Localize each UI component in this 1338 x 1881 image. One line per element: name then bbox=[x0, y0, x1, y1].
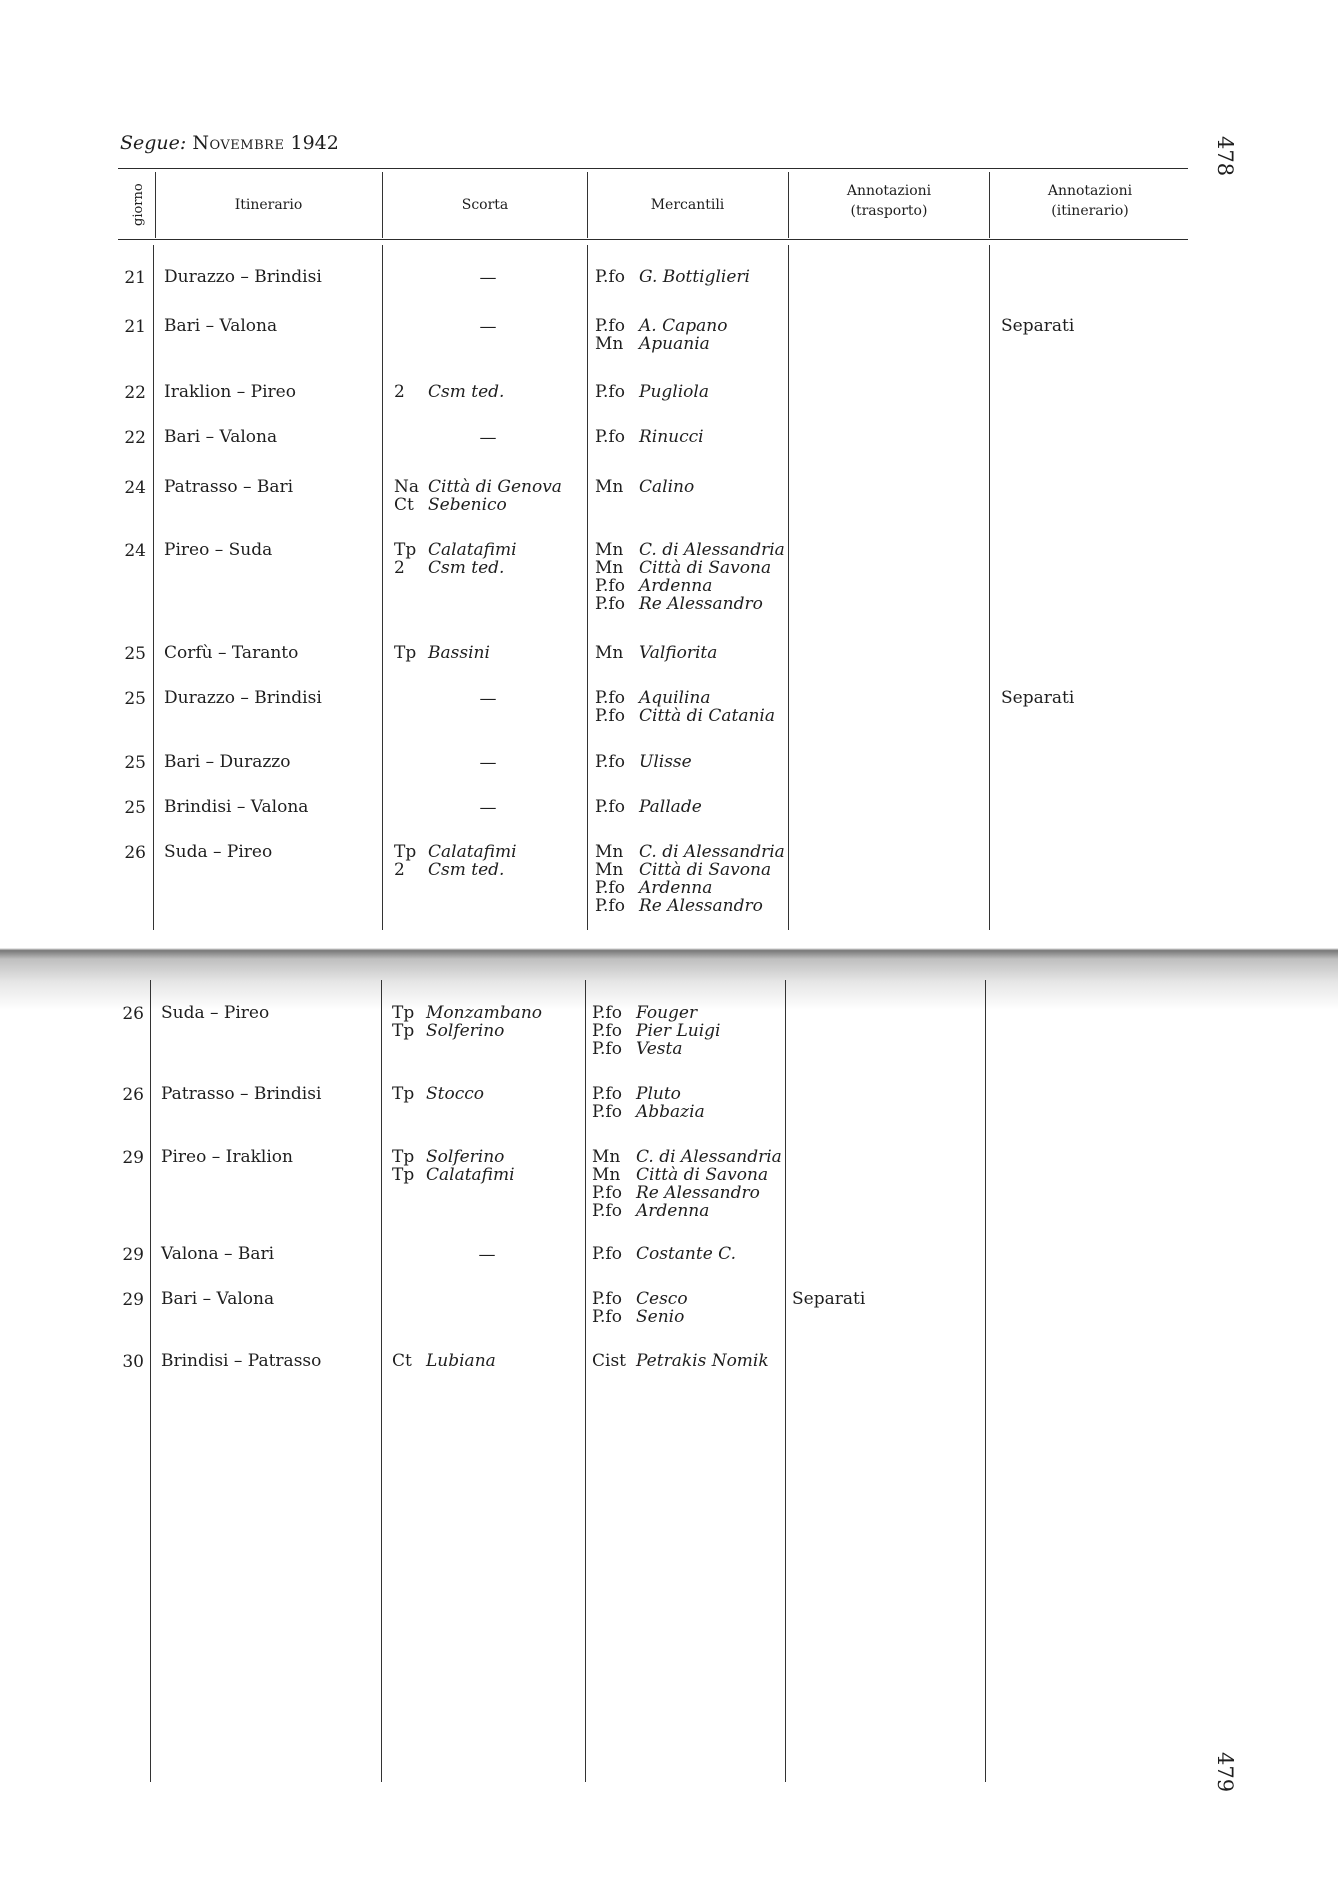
merchant-type: Mn bbox=[595, 842, 624, 862]
route: Suda – Pireo bbox=[161, 1003, 270, 1023]
table-header-rule bbox=[118, 239, 1188, 240]
merchant-name: Aquilina bbox=[639, 688, 711, 708]
day-number: 21 bbox=[124, 317, 146, 337]
route: Brindisi – Valona bbox=[164, 797, 309, 817]
merchant-type: P.fo bbox=[592, 1289, 622, 1309]
escort-name: Calatafimi bbox=[428, 842, 517, 862]
col-rule bbox=[382, 172, 383, 238]
escort-name: Lubiana bbox=[426, 1351, 496, 1371]
column-header-scorta: Scorta bbox=[461, 197, 509, 213]
merchant-name: C. di Alessandria bbox=[639, 540, 785, 560]
merchant-type: P.fo bbox=[592, 1307, 622, 1327]
page-number-top: 478 bbox=[1213, 136, 1237, 177]
merchant-type: P.fo bbox=[595, 316, 625, 336]
escort-type: Tp bbox=[392, 1165, 415, 1185]
route: Pireo – Iraklion bbox=[161, 1147, 293, 1167]
merchant-name: Pluto bbox=[636, 1084, 681, 1104]
escort-name: Solferino bbox=[426, 1021, 505, 1041]
merchant-name: Vesta bbox=[636, 1039, 683, 1059]
merchant-type: Mn bbox=[595, 334, 624, 354]
col-rule bbox=[150, 980, 151, 1782]
merchant-name: Ardenna bbox=[639, 878, 713, 898]
running-head-month: Novembre bbox=[192, 132, 285, 154]
col-rule bbox=[587, 172, 588, 238]
day-number: 30 bbox=[122, 1352, 144, 1372]
col-rule bbox=[382, 245, 383, 930]
day-number: 25 bbox=[124, 753, 146, 773]
merchant-type: P.fo bbox=[592, 1003, 622, 1023]
merchant-type: Mn bbox=[595, 643, 624, 663]
merchant-type: P.fo bbox=[595, 382, 625, 402]
route: Durazzo – Brindisi bbox=[164, 267, 322, 287]
merchant-type: P.fo bbox=[592, 1244, 622, 1264]
route: Iraklion – Pireo bbox=[164, 382, 296, 402]
column-header-mercantili: Mercantili bbox=[650, 197, 725, 213]
merchant-name: Ulisse bbox=[639, 752, 692, 772]
merchant-name: Città di Savona bbox=[636, 1165, 769, 1185]
col-rule bbox=[153, 245, 154, 930]
col-rule bbox=[989, 172, 990, 238]
column-header-giorno: giorno bbox=[131, 183, 146, 226]
route: Brindisi – Patrasso bbox=[161, 1351, 322, 1371]
day-number: 25 bbox=[124, 798, 146, 818]
column-header-annotazioni-trasporto bbox=[789, 181, 989, 221]
merchant-name: Valfiorita bbox=[639, 643, 718, 663]
annot-itinerario-line2: (itinerario) bbox=[1051, 203, 1129, 219]
annot-trasporto-line1: Annotazioni bbox=[846, 183, 932, 199]
merchant-type: P.fo bbox=[595, 267, 625, 287]
escort-type: Ct bbox=[394, 495, 414, 515]
annotation-itinerario: Separati bbox=[1001, 688, 1075, 708]
route: Patrasso – Bari bbox=[164, 477, 294, 497]
escort-type: Tp bbox=[394, 842, 417, 862]
merchant-name: C. di Alessandria bbox=[639, 842, 785, 862]
merchant-name: Re Alessandro bbox=[639, 594, 763, 614]
escort-type: Tp bbox=[392, 1084, 415, 1104]
merchant-name: Cesco bbox=[636, 1289, 688, 1309]
escort-none: — bbox=[479, 428, 497, 448]
merchant-type: P.fo bbox=[595, 706, 625, 726]
merchant-name: A. Capano bbox=[639, 316, 728, 336]
merchant-name: Re Alessandro bbox=[639, 896, 763, 916]
route: Durazzo – Brindisi bbox=[164, 688, 322, 708]
day-number: 25 bbox=[124, 644, 146, 664]
merchant-name: Calino bbox=[639, 477, 695, 497]
escort-type: Tp bbox=[394, 643, 417, 663]
day-number: 21 bbox=[124, 268, 146, 288]
day-number: 29 bbox=[122, 1148, 144, 1168]
escort-name: Csm ted. bbox=[428, 558, 505, 578]
day-number: 26 bbox=[122, 1004, 144, 1024]
day-number: 29 bbox=[122, 1245, 144, 1265]
escort-name: Bassini bbox=[428, 643, 490, 663]
table-top-rule bbox=[118, 168, 1188, 169]
merchant-type: P.fo bbox=[592, 1084, 622, 1104]
merchant-type: Mn bbox=[595, 540, 624, 560]
running-head-lead: Segue: bbox=[120, 132, 187, 154]
route: Bari – Durazzo bbox=[164, 752, 291, 772]
col-rule bbox=[585, 980, 586, 1782]
merchant-name: Apuania bbox=[639, 334, 710, 354]
merchant-type: P.fo bbox=[595, 878, 625, 898]
escort-name: Sebenico bbox=[428, 495, 507, 515]
col-rule bbox=[587, 245, 588, 930]
merchant-type: P.fo bbox=[595, 688, 625, 708]
route: Corfù – Taranto bbox=[164, 643, 299, 663]
escort-none: — bbox=[478, 1245, 496, 1265]
merchant-type: P.fo bbox=[595, 752, 625, 772]
merchant-name: Rinucci bbox=[639, 427, 704, 447]
col-rule bbox=[788, 172, 789, 238]
merchant-name: C. di Alessandria bbox=[636, 1147, 782, 1167]
merchant-type: P.fo bbox=[595, 896, 625, 916]
merchant-type: Mn bbox=[592, 1147, 621, 1167]
merchant-type: P.fo bbox=[595, 427, 625, 447]
merchant-name: Città di Catania bbox=[639, 706, 775, 726]
merchant-type: P.fo bbox=[592, 1039, 622, 1059]
merchant-name: Pallade bbox=[639, 797, 702, 817]
merchant-name: Pugliola bbox=[639, 382, 709, 402]
escort-type: Ct bbox=[392, 1351, 412, 1371]
annotation-trasporto: Separati bbox=[792, 1289, 866, 1309]
escort-name: Monzambano bbox=[426, 1003, 543, 1023]
route: Pireo – Suda bbox=[164, 540, 273, 560]
escort-name: Stocco bbox=[426, 1084, 484, 1104]
merchant-type: P.fo bbox=[595, 797, 625, 817]
day-number: 25 bbox=[124, 689, 146, 709]
col-rule bbox=[788, 245, 789, 930]
day-number: 29 bbox=[122, 1290, 144, 1310]
escort-none: — bbox=[479, 317, 497, 337]
merchant-type: Mn bbox=[595, 558, 624, 578]
merchant-name: Petrakis Nomik bbox=[636, 1351, 769, 1371]
escort-type: Tp bbox=[392, 1021, 415, 1041]
day-number: 24 bbox=[124, 478, 146, 498]
merchant-type: P.fo bbox=[592, 1183, 622, 1203]
column-header-annotazioni-itinerario bbox=[990, 181, 1190, 221]
col-rule bbox=[381, 980, 382, 1782]
page-fold-shadow bbox=[0, 948, 1338, 1010]
route: Bari – Valona bbox=[164, 316, 278, 336]
merchant-name: Re Alessandro bbox=[636, 1183, 760, 1203]
escort-none: — bbox=[479, 753, 497, 773]
escort-name: Csm ted. bbox=[428, 860, 505, 880]
annot-trasporto-line2: (trasporto) bbox=[850, 203, 928, 219]
merchant-name: Città di Savona bbox=[639, 558, 772, 578]
page-number-bottom: 479 bbox=[1213, 1752, 1237, 1793]
merchant-name: Fouger bbox=[636, 1003, 698, 1023]
route: Patrasso – Brindisi bbox=[161, 1084, 322, 1104]
merchant-type: P.fo bbox=[592, 1201, 622, 1221]
escort-name: Calatafimi bbox=[426, 1165, 515, 1185]
merchant-name: Città di Savona bbox=[639, 860, 772, 880]
day-number: 26 bbox=[122, 1085, 144, 1105]
merchant-name: G. Bottiglieri bbox=[639, 267, 750, 287]
route: Bari – Valona bbox=[164, 427, 278, 447]
merchant-type: Cist bbox=[592, 1351, 626, 1371]
day-number: 22 bbox=[124, 428, 146, 448]
escort-name: Solferino bbox=[426, 1147, 505, 1167]
day-number: 26 bbox=[124, 843, 146, 863]
running-head bbox=[120, 132, 339, 154]
merchant-type: P.fo bbox=[595, 576, 625, 596]
escort-type: 2 bbox=[394, 558, 405, 578]
escort-name: Csm ted. bbox=[428, 382, 505, 402]
escort-type: Tp bbox=[392, 1003, 415, 1023]
column-header-itinerario: Itinerario bbox=[234, 197, 303, 213]
merchant-type: P.fo bbox=[592, 1102, 622, 1122]
merchant-name: Costante C. bbox=[636, 1244, 736, 1264]
escort-none: — bbox=[479, 689, 497, 709]
route: Valona – Bari bbox=[161, 1244, 275, 1264]
escort-type: Na bbox=[394, 477, 420, 497]
merchant-name: Senio bbox=[636, 1307, 685, 1327]
escort-type: 2 bbox=[394, 382, 405, 402]
route: Suda – Pireo bbox=[164, 842, 273, 862]
escort-type: Tp bbox=[394, 540, 417, 560]
col-rule bbox=[985, 980, 986, 1782]
escort-none: — bbox=[479, 798, 497, 818]
merchant-type: Mn bbox=[595, 860, 624, 880]
escort-none: — bbox=[479, 268, 497, 288]
merchant-type: P.fo bbox=[592, 1021, 622, 1041]
escort-type: 2 bbox=[394, 860, 405, 880]
escort-name: Calatafimi bbox=[428, 540, 517, 560]
day-number: 22 bbox=[124, 383, 146, 403]
escort-type: Tp bbox=[392, 1147, 415, 1167]
day-number: 24 bbox=[124, 541, 146, 561]
merchant-name: Pier Luigi bbox=[636, 1021, 721, 1041]
annotation-itinerario: Separati bbox=[1001, 316, 1075, 336]
annot-itinerario-line1: Annotazioni bbox=[1047, 183, 1133, 199]
running-head-year: 1942 bbox=[290, 132, 339, 154]
col-rule bbox=[989, 245, 990, 930]
merchant-name: Ardenna bbox=[639, 576, 713, 596]
merchant-type: Mn bbox=[592, 1165, 621, 1185]
route: Bari – Valona bbox=[161, 1289, 275, 1309]
col-rule bbox=[155, 172, 156, 238]
merchant-type: P.fo bbox=[595, 594, 625, 614]
col-rule bbox=[785, 980, 786, 1782]
merchant-name: Ardenna bbox=[636, 1201, 710, 1221]
merchant-name: Abbazia bbox=[636, 1102, 705, 1122]
escort-name: Città di Genova bbox=[428, 477, 562, 497]
merchant-type: Mn bbox=[595, 477, 624, 497]
